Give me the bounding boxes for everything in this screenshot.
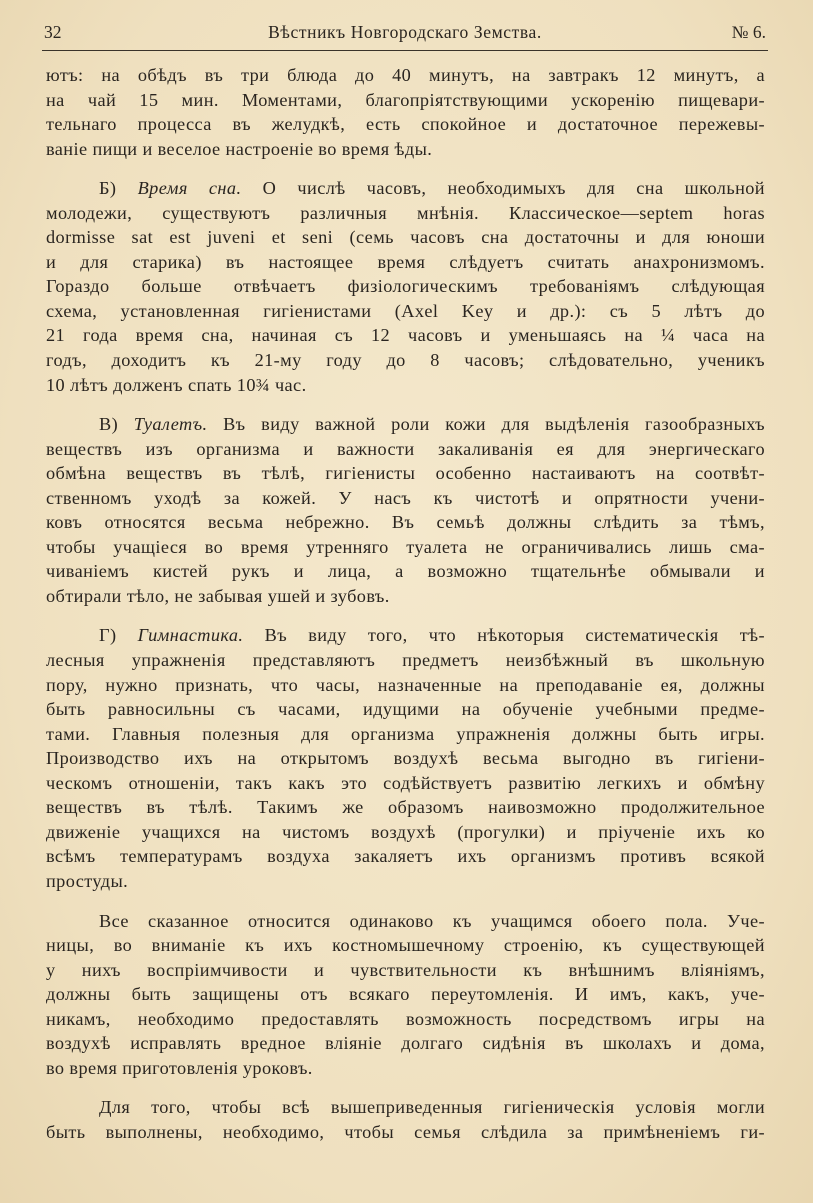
text-line: на чай 15 мин. Моментами, благопріятствующими ускоренію пищевари- [46,89,765,110]
text-run: Въ виду того, что нѣкоторыя систематическія тѣ- [264,625,765,646]
text-line: молодежи, существуютъ различныя мнѣнія. Классическое—septem horas [46,202,765,223]
text-line: Гораздо больше отвѣчаетъ физіологическимъ требованіямъ слѣдующая [46,276,765,297]
text-line: ковъ относятся весьма небрежно. Въ семьѣ должны слѣдить за тѣмъ, [46,512,765,533]
paragraph-girls [46,909,765,1081]
text-line: веществъ изъ организма и важности закаливанія ея для энергическаго [46,438,765,459]
section-heading: Время сна. [137,178,242,199]
section-marker: Б) [99,178,117,199]
section-heading: Гимнастика. [137,625,244,646]
text-line: Производство ихъ на открытомъ воздухѣ весьма выгодно въ гигіени- [46,748,765,769]
text-line: никамъ, необходимо предоставлять возможность посредствомъ игры на [46,1008,765,1029]
paragraph-continuation [46,63,765,161]
text-line [46,176,765,201]
text-line: тами. Главныя полезныя для организма упражненія должны быть игры. [46,723,765,744]
text-line: простуды. [46,870,129,891]
section-heading: Туалетъ. [133,414,208,435]
text-line: ютъ: на обѣдъ въ три блюда до 40 минутъ, на завтракъ 12 минутъ, а [46,65,765,85]
text-line: воздухѣ исправлять вредное вліяніе долгаго сидѣнія въ школахъ и дома, [46,1033,765,1054]
paragraph-closing [46,1095,765,1144]
paragraph-gymnastics [46,623,765,893]
text-line: тельнаго процесса въ желудкѣ, есть спокойное и достаточное пережевы- [46,114,765,135]
text-line: 10 лѣтъ долженъ спать 10¾ час. [46,374,307,395]
paragraph-sleep-time [46,176,765,397]
text-line: всѣмъ температурамъ воздуха закаляетъ ихъ организмъ противъ всякой [46,846,765,867]
issue-number: № 6. [731,22,766,42]
text-line: и для старика) въ настоящее время слѣдуетъ считать анахронизмомъ. [46,251,765,272]
text-line: пору, нужно признать, что часы, назначенные на преподаваніе ея, должны [46,674,765,695]
page-number: 32 [44,22,62,42]
text-line: во время приготовленія уроковъ. [46,1057,313,1078]
text-line: ственномъ уходѣ за кожей. У насъ къ чистотѣ и опрятности учени- [46,487,765,508]
text-line [46,412,765,437]
text-line: Для того, чтобы всѣ вышеприведенныя гигіеническія условія могли [99,1097,765,1118]
journal-title: Вѣстникъ Новгородскаго Земства. [268,22,542,42]
running-header [44,22,766,48]
header-rule [42,50,768,51]
paragraph-toilet [46,412,765,608]
text-line: обтирали тѣло, не забывая ушей и зубовъ. [46,585,390,606]
text-line: dormisse sat est juveni et seni (семь часовъ сна достаточны и для юноши [46,227,765,248]
text-line: ческомъ отношеніи, такъ какъ это содѣйствуетъ развитію легкихъ и обмѣну [46,772,765,793]
text-line: у нихъ воспріимчивости и чувствительности къ внѣшнимъ вліяніямъ, [46,959,765,980]
text-line: движеніе учащихся на чистомъ воздухѣ (прогулки) и пріученіе ихъ ко [46,821,765,842]
section-marker: Г) [99,625,117,646]
text-line: веществъ въ тѣлѣ. Такимъ же образомъ наивозможно продолжительное [46,797,765,818]
text-line: лесныя упражненія представляютъ предметъ неизбѣжный въ школьную [46,650,765,671]
text-line: чтобы учащіеся во время утренняго туалета не ограничивались лишь сма- [46,536,765,557]
text-line: ваніе пищи и веселое настроеніе во время ѣды. [46,138,433,159]
text-line [46,623,765,648]
text-line: быть равносильны съ часами, идущими на обученіе учебными предме- [46,699,765,720]
text-line: 21 года время сна, начиная съ 12 часовъ и уменьшаясь на ¼ часа на [46,325,765,346]
section-marker: В) [99,414,119,435]
text-line: должны быть защищены отъ всякаго переутомленія. И имъ, какъ, уче- [46,984,765,1005]
text-line: чиваніемъ кистей рукъ и лица, а возможно тщательнѣе обмывали и [46,561,765,582]
text-line: обмѣна веществъ въ тѣлѣ, гигіенисты особенно настаиваютъ на соотвѣт- [46,463,765,484]
text-line: быть выполнены, необходимо, чтобы семья слѣдила за примѣненіемъ ги- [46,1121,765,1142]
text-run: Въ виду важной роли кожи для выдѣленія газообразныхъ [223,414,765,435]
text-line: годъ, доходитъ къ 21-му году до 8 часовъ; слѣдовательно, ученикъ [46,350,765,371]
text-run: О числѣ часовъ, необходимыхъ для сна школьной [262,178,765,199]
text-line: ницы, во вниманіе къ ихъ костномышечному строенію, къ существующей [46,935,765,956]
body-text [46,63,765,1144]
text-line: Все сказанное относится одинаково къ учащимся обоего пола. Уче- [99,910,765,931]
text-line: схема, установленная гигіенистами (Axel Key и др.): съ 5 лѣтъ до [46,300,765,321]
